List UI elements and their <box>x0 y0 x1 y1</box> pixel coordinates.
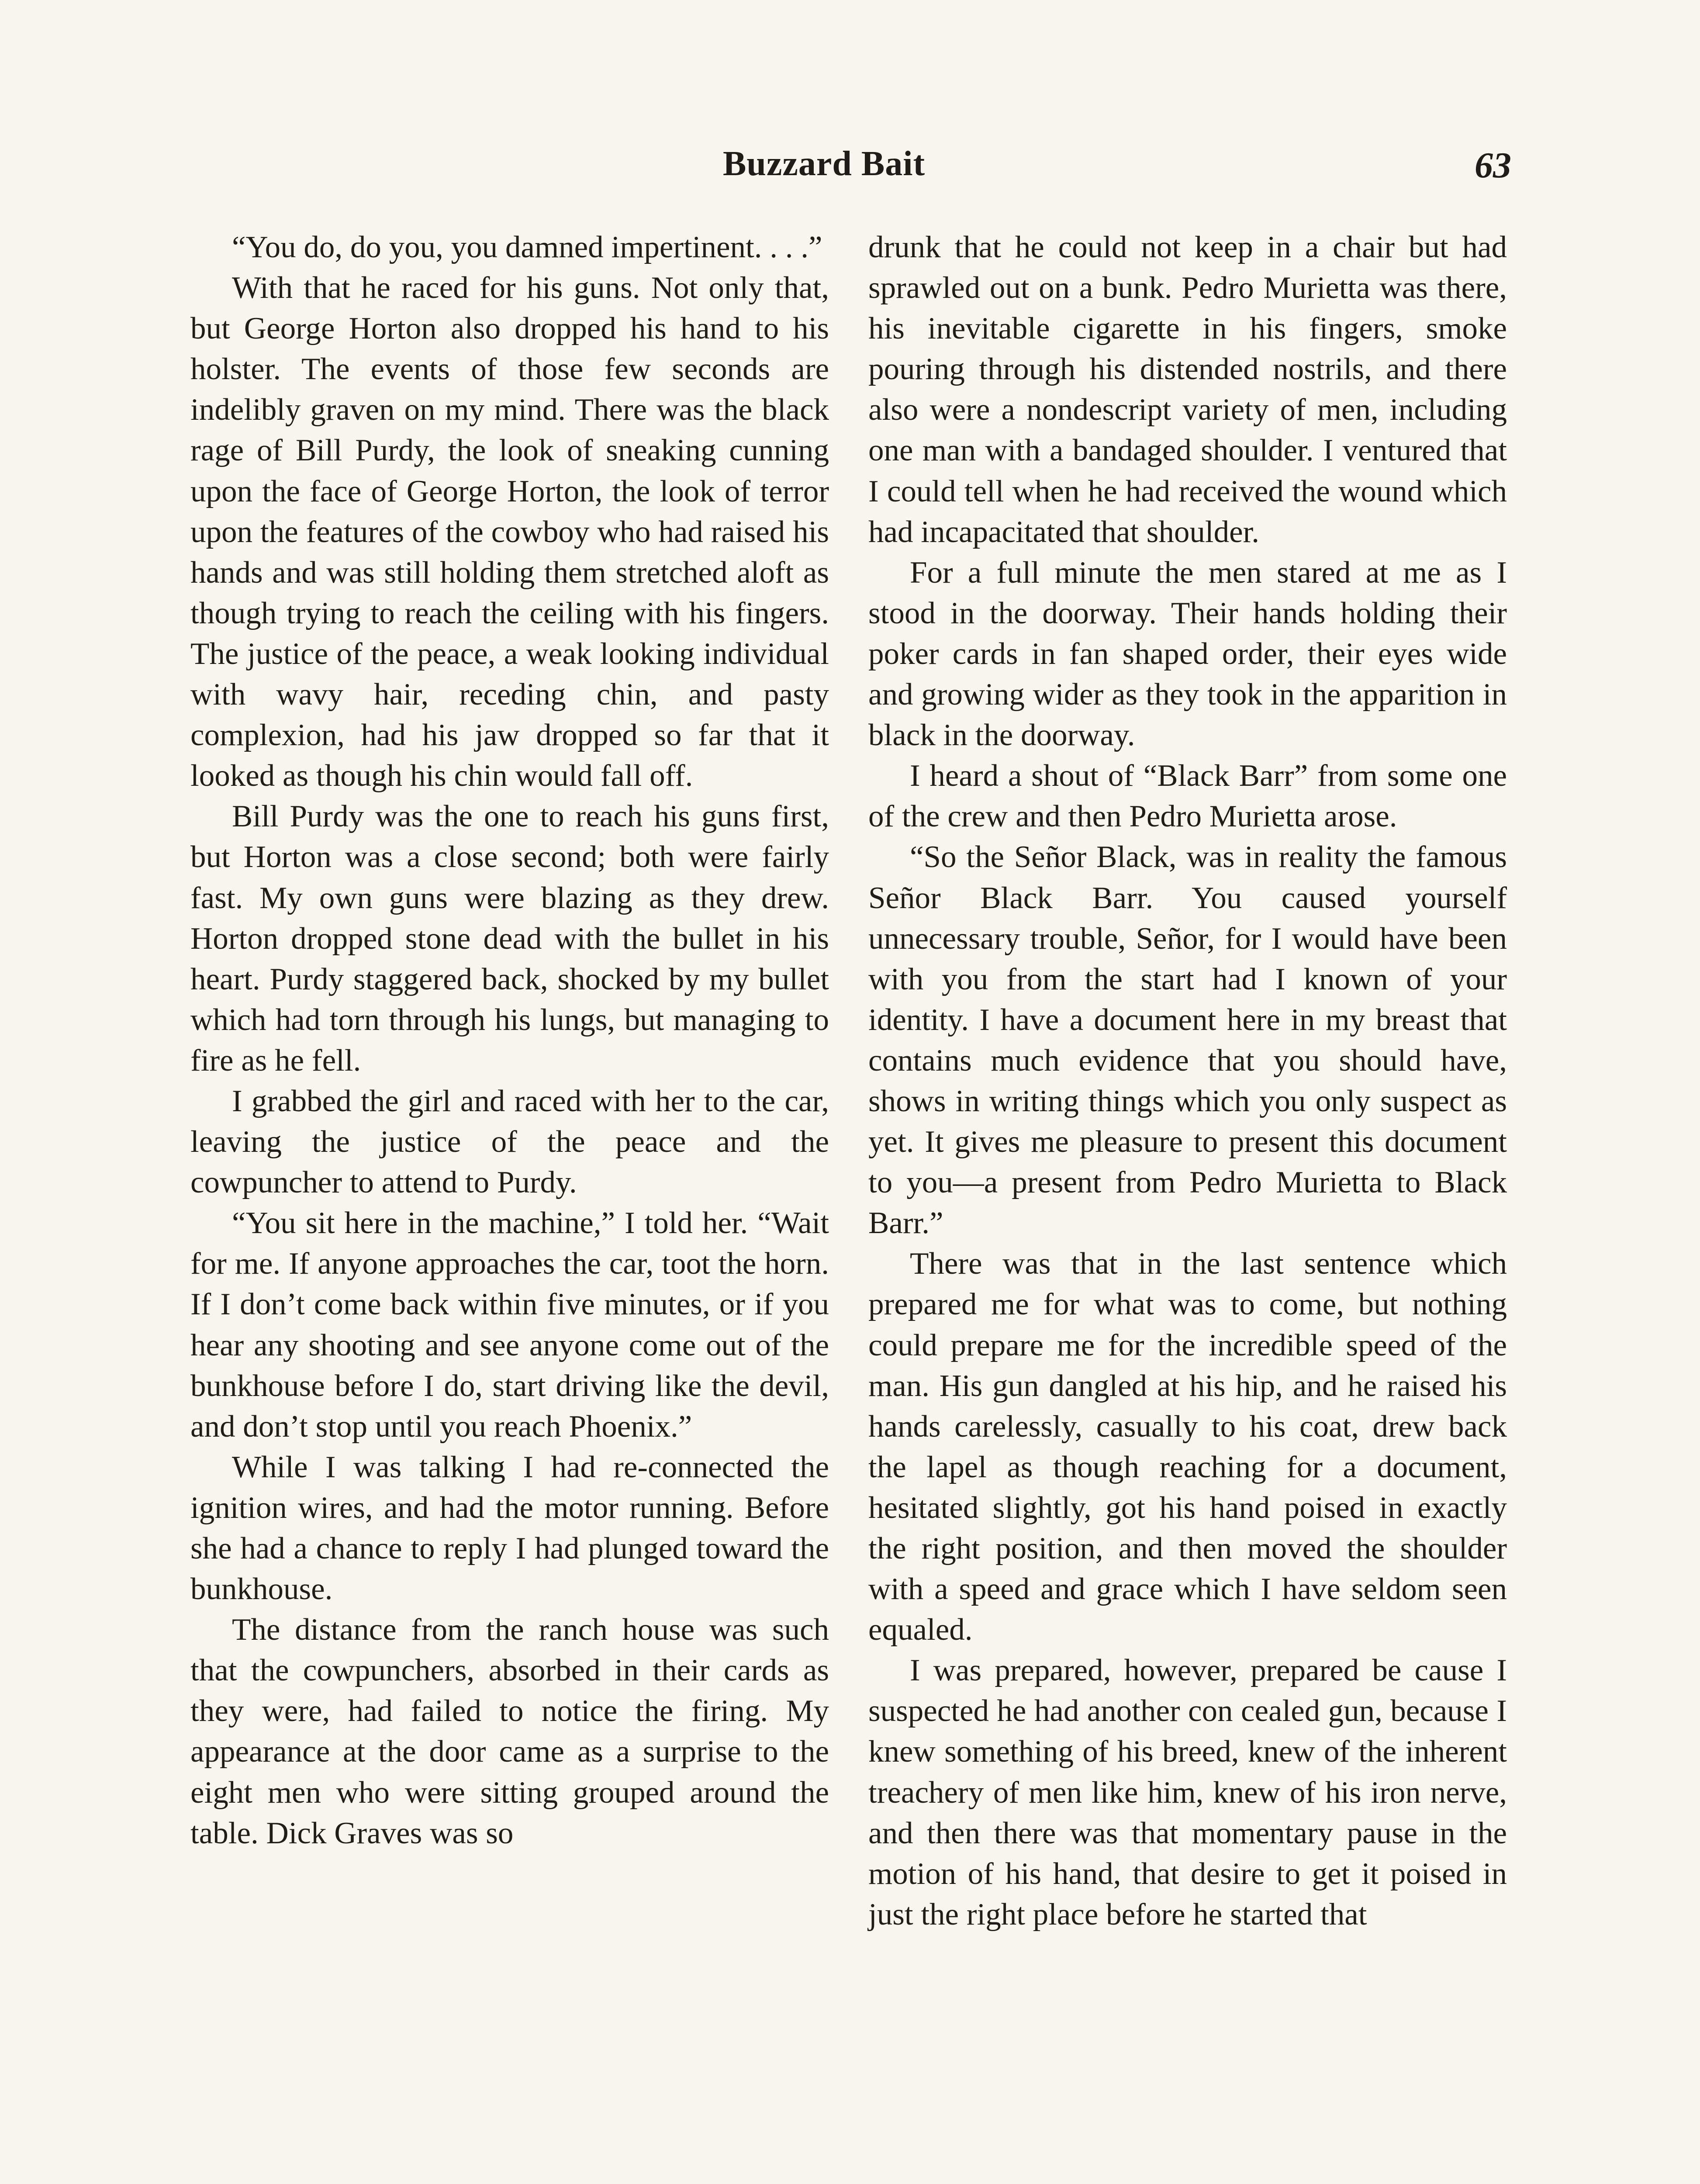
paragraph: The distance from the ranch house was such that the cowpunchers, absorbed in their cards as they were, had failed to notice the firing. My appearance at the door came as a surprise to the eight men who were sitting grouped around the table. Dick Graves was so <box>190 1613 829 1850</box>
paragraph: While I was talking I had re-connected the ignition wires, and had the motor running. Before she had a chance to reply I had plunged toward the bunkhouse. <box>190 1450 829 1607</box>
paragraph: Bill Purdy was the one to reach his guns first, but Horton was a close second; both were fairly fast. My own guns were blazing as they drew. Horton dropped stone dead with the bullet in his heart. Purdy staggered back, shocked by my bullet which had torn through his lungs, but managing to fire as he fell. <box>190 799 829 1078</box>
paragraph: I heard a shout of “Black Barr” from some one of the crew and then Pedro Murietta arose. <box>868 759 1507 834</box>
left-column <box>190 227 829 1854</box>
running-head <box>0 144 1700 197</box>
story-title: Buzzard Bait <box>723 145 926 183</box>
paragraph: For a full minute the men stared at me as I stood in the doorway. Their hands holding their poker cards in fan shaped order, their eyes wide and growing wider as they took in the apparition in black in the doorway. <box>868 555 1507 753</box>
paragraph: “You do, do you, you damned impertinent. . . .” <box>232 230 822 264</box>
paragraph-continued: drunk that he could not keep in a chair but had sprawled out on a bunk. Pedro Murietta was there, his inevitable cigarette in his fingers, smoke pouring through his distended nostrils, and there also were a nondescript variety of men, including one man with a bandaged shoulder. I ventured that I could tell when he had received the wound which had incapacitated that shoulder. <box>868 230 1507 549</box>
page-number: 63 <box>1475 145 1511 186</box>
paragraph: “You sit here in the machine,” I told her. “Wait for me. If anyone approaches the car, toot the horn. If I don’t come back within five minutes, or if you hear any shooting and see anyone come out of the bunkhouse before I do, start driving like the devil, and don’t stop until you reach Phoenix.” <box>190 1206 829 1444</box>
paragraph: I was prepared, however, prepared be cause I suspected he had another con cealed gun, because I knew something of his breed, knew of the inherent treachery of men like him, knew of his iron nerve, and then there was that momentary pause in the motion of his hand, that desire to get it poised in just the right place before he started that <box>868 1653 1507 1932</box>
paragraph: I grabbed the girl and raced with her to the car, leaving the justice of the peace and the cowpuncher to attend to Purdy. <box>190 1084 829 1200</box>
paragraph: With that he raced for his guns. Not only that, but George Horton also dropped his hand to his holster. The events of those few seconds are indelibly graven on my mind. There was the black rage of Bill Purdy, the look of sneaking cunning upon the face of George Horton, the look of terror upon the features of the cowboy who had raised his hands and was still holding them stretched aloft as though trying to reach the ceiling with his fingers. The justice of the peace, a weak looking individual with wavy hair, receding chin, and pasty complexion, had his jaw dropped so far that it looked as though his chin would fall off. <box>190 271 829 793</box>
paragraph: There was that in the last sentence which prepared me for what was to come, but nothing could prepare me for the incredible speed of the man. His gun dangled at his hip, and he raised his hands carelessly, casually to his coat, drew back the lapel as though reaching for a document, hesitated slightly, got his hand poised in exactly the right position, and then moved the shoulder with a speed and grace which I have seldom seen equaled. <box>868 1247 1507 1647</box>
right-column <box>868 227 1507 1935</box>
paragraph: “So the Señor Black, was in reality the famous Señor Black Barr. You caused yourself unnecessary trouble, Señor, for I would have been with you from the start had I known of your identity. I have a document here in my breast that contains much evidence that you should have, shows in writing things which you only suspect as yet. It gives me pleasure to present this document to you—a present from Pedro Murietta to Black Barr.” <box>868 840 1507 1241</box>
